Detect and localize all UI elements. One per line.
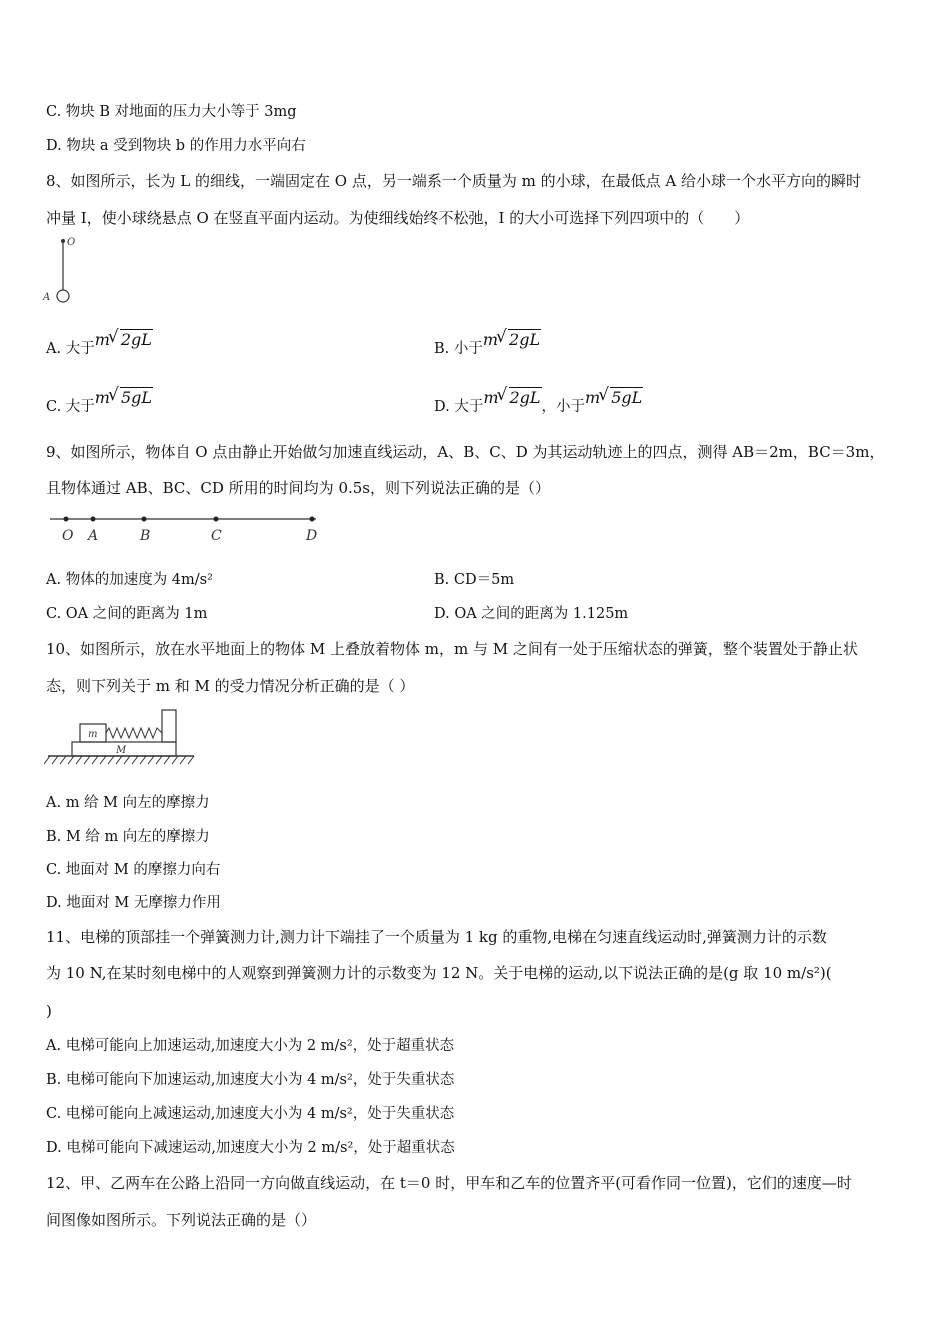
label-b: B [140, 528, 151, 544]
q8-option-d-mid: ，小于 [541, 399, 586, 415]
sqrt-symbol: √ 2gL [107, 327, 152, 349]
point-b [142, 517, 147, 522]
q8-stem-line2: 冲量 I，使小球绕悬点 O 在竖直平面内运动。为使细线始终不松弛，I 的大小可选择下列四项中的（ ） [46, 209, 750, 227]
label-c: C [211, 528, 222, 544]
q8-option-c-text: C. 大于 [46, 399, 95, 415]
mass-symbol: m [482, 330, 499, 349]
q8-option-d [434, 385, 643, 417]
q10-option-b: B. M 给 m 向左的摩擦力 [46, 829, 210, 845]
label-small-m: m [88, 729, 98, 740]
q8-pendulum-figure [40, 234, 90, 306]
q10-option-c: C. 地面对 M 的摩擦力向右 [46, 862, 221, 878]
q9-option-c: C. OA 之间的距离为 1m [46, 606, 208, 622]
q9-trajectory-figure [44, 508, 334, 548]
ground-hatch [44, 756, 194, 764]
point-o [64, 517, 69, 522]
radicand: 5gL [611, 388, 643, 407]
q8-option-b-math [482, 327, 541, 349]
q8-option-d-text: D. 大于 [434, 399, 484, 415]
q10-stem-line1: 10、如图所示，放在水平地面上的物体 M 上叠放着物体 m，m 与 M 之间有一处于压缩状态的弹簧，整个装置处于静止状 [46, 640, 858, 658]
q9-option-a: A. 物体的加速度为 4m/s² [46, 572, 213, 588]
q7-option-c: C. 物块 B 对地面的压力大小等于 3mg [46, 104, 297, 120]
wall-post [162, 710, 176, 742]
q8-option-b [434, 327, 541, 359]
label-o: O [67, 237, 76, 248]
q12-stem-line1: 12、甲、乙两车在公路上沿同一方向做直线运动，在 t＝0 时，甲车和乙车的位置齐平(可看作同一位置)，它们的速度—时 [46, 1174, 852, 1192]
q11-stem-line2: 为 10 N,在某时刻电梯中的人观察到弹簧测力计的示数变为 12 N。关于电梯的运动,以下说法正确的是(g 取 10 m/s²)( [46, 964, 832, 982]
mass-symbol: m [94, 388, 110, 407]
radicand: 2gL [509, 388, 541, 407]
mass-symbol: m [585, 388, 601, 407]
sqrt-symbol: √ 5gL [107, 385, 153, 407]
q11-option-a: A. 电梯可能向上加速运动,加速度大小为 2 m/s²，处于超重状态 [46, 1038, 455, 1054]
q11-option-d: D. 电梯可能向下减速运动,加速度大小为 2 m/s²，处于超重状态 [46, 1140, 455, 1156]
q11-option-b: B. 电梯可能向下加速运动,加速度大小为 4 m/s²，处于失重状态 [46, 1072, 455, 1088]
q12-stem-line2: 间图像如图所示。下列说法正确的是（） [46, 1211, 317, 1229]
q11-option-c: C. 电梯可能向上减速运动,加速度大小为 4 m/s²，处于失重状态 [46, 1106, 455, 1122]
q8-option-b-text: B. 小于 [434, 341, 483, 357]
q8-stem-line1: 8、如图所示，长为 L 的细线，一端固定在 O 点，另一端系一个质量为 m 的小球，在最低点 A 给小球一个水平方向的瞬时 [46, 172, 862, 190]
q8-option-a-math [94, 327, 153, 349]
q8-option-a [46, 327, 153, 359]
q10-option-a: A. m 给 M 向左的摩擦力 [46, 795, 210, 811]
sqrt-symbol: √ 2gL [496, 327, 541, 349]
q9-stem-line2: 且物体通过 AB、BC、CD 所用的时间均为 0.5s，则下列说法正确的是（） [46, 479, 550, 497]
q9-option-b: B. CD＝5m [434, 572, 515, 588]
label-big-m: M [116, 745, 127, 756]
radicand: 5gL [120, 388, 153, 407]
q11-stem-line1: 11、电梯的顶部挂一个弹簧测力计,测力计下端挂了一个质量为 1 kg 的重物,电梯在匀速直线运动时,弹簧测力计的示数 [46, 928, 827, 946]
sqrt-symbol: √ 2gL [496, 385, 541, 407]
q7-option-d: D. 物块 a 受到物块 b 的作用力水平向右 [46, 138, 306, 154]
q10-block-spring-figure [44, 706, 204, 770]
q8-option-d-math1 [483, 385, 541, 407]
label-o: O [62, 528, 74, 544]
ball [57, 290, 69, 302]
q9-option-d: D. OA 之间的距离为 1.125m [434, 606, 629, 622]
mass-symbol: m [94, 330, 110, 349]
q10-stem-line2: 态，则下列关于 m 和 M 的受力情况分析正确的是（ ） [46, 677, 415, 695]
label-a: A [88, 528, 99, 544]
q8-option-d-math2 [585, 385, 643, 407]
point-d [310, 517, 315, 522]
q8-option-c [46, 385, 153, 417]
label-a: A [43, 292, 51, 303]
label-d: D [306, 528, 318, 544]
q8-option-c-math [94, 385, 153, 407]
q10-option-d: D. 地面对 M 无摩擦力作用 [46, 895, 221, 911]
radicand: 2gL [120, 330, 152, 349]
q9-stem-line1: 9、如图所示，物体自 O 点由静止开始做匀加速直线运动，A、B、C、D 为其运动轨迹上的四点，测得 AB＝2m，BC＝3m， [46, 443, 885, 461]
spring [106, 728, 162, 738]
point-c [214, 517, 219, 522]
sqrt-symbol: √ 5gL [598, 385, 643, 407]
q11-stem-line3: ) [46, 1002, 52, 1020]
radicand: 2gL [509, 330, 541, 349]
mass-symbol: m [483, 388, 499, 407]
point-a [91, 517, 96, 522]
q8-option-a-text: A. 大于 [46, 341, 95, 357]
